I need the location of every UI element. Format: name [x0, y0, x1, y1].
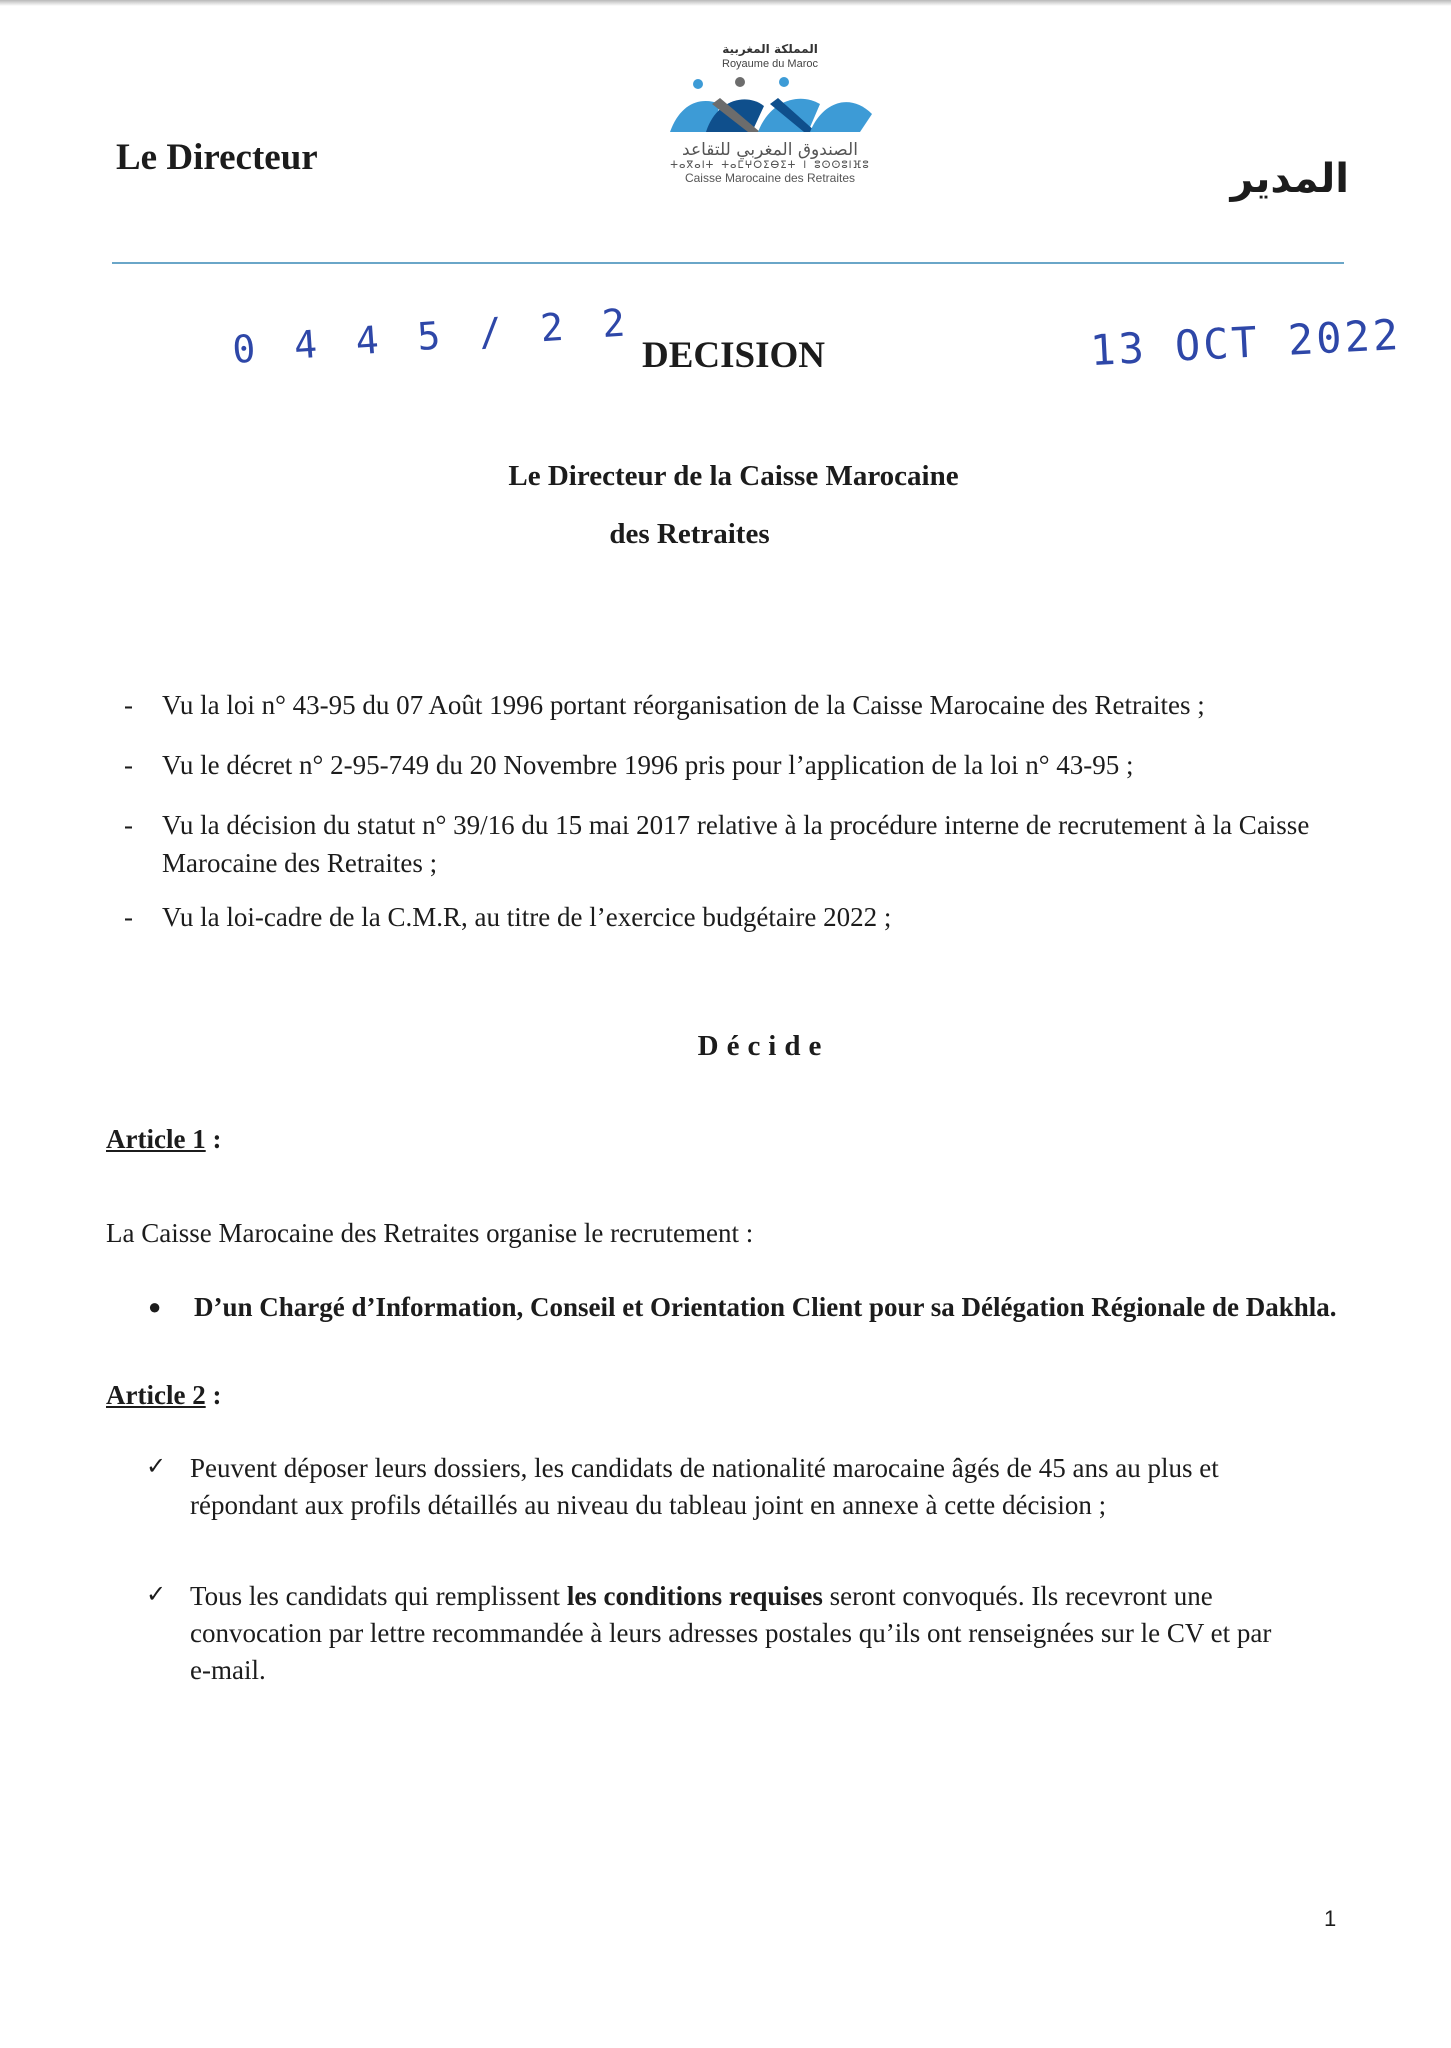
dash-marker: -: [124, 902, 133, 932]
dash-marker: -: [124, 690, 133, 720]
logo-figures-icon: [660, 74, 880, 138]
logo-french-kingdom: Royaume du Maroc: [722, 58, 818, 70]
article-2-item-2-after: seront convoqués. Ils recevront une convocation par lettre recommandée à leurs adresses postales qu’ils ont renseignées sur le CV et par e-mail.: [190, 1581, 1272, 1685]
issuer-line-2: [0, 518, 1451, 551]
article-2-item-2-before: Tous les candidats qui remplissent: [190, 1581, 567, 1611]
article-1-bullet-text: D’un Chargé d’Information, Conseil et Orientation Client pour sa Délégation Régionale de Dakhla.: [194, 1292, 1337, 1322]
article-1-label: Article 1: [106, 1124, 206, 1154]
decide-heading: [0, 1030, 1451, 1063]
consideration-item: [124, 686, 1334, 724]
article-2-heading: [106, 1380, 221, 1411]
article-1-intro: La Caisse Marocaine des Retraites organise le recrutement :: [106, 1218, 754, 1248]
checkmark-icon: ✓: [146, 1580, 167, 1608]
consideration-text: Vu le décret n° 2-95-749 du 20 Novembre 1996 pris pour l’application de la loi n° 43-95 ;: [162, 750, 1134, 780]
article-2-item-2-bold: les conditions requises: [566, 1581, 823, 1611]
consideration-text: Vu la décision du statut n° 39/16 du 15 mai 2017 relative à la procédure interne de recrutement à la Caisse Marocaine des Retraites ;: [162, 810, 1310, 878]
header-right-title: المدير: [1230, 156, 1349, 202]
page-number: 1: [1324, 1906, 1337, 1931]
consideration-item: [124, 746, 1334, 784]
consideration-item: [124, 898, 1334, 936]
article-2-item: [146, 1450, 1296, 1524]
decision-date-stamp: 13 OCT 2022: [1088, 309, 1403, 376]
dash-marker: -: [124, 750, 133, 780]
cmr-logo: [640, 42, 900, 242]
consideration-text: Vu la loi-cadre de la C.M.R, au titre de l’exercice budgétaire 2022 ;: [162, 902, 892, 932]
article-1-colon: :: [205, 1124, 222, 1154]
logo-tifinagh-name: ⵜⴰⴳⴰⵏⵜ ⵜⴰⵎⵖⵔⵉⴱⵉⵜ ⵏ ⵓⵙⵙⵓⵏⴼⵓ: [670, 160, 870, 171]
header-divider: [112, 262, 1344, 264]
decision-number-stamp: 0 4 4 5 / 2 2: [230, 300, 635, 372]
logo-arabic-name: الصندوق المغربي للتقاعد: [682, 140, 858, 160]
article-2-item-1-text: Peuvent déposer leurs dossiers, les candidats de nationalité marocaine âgés de 45 ans au plus et répondant aux profils détaillés au niveau du tableau joint en annexe à cette décision ;: [190, 1453, 1219, 1520]
bullet-marker: ●: [148, 1294, 162, 1319]
article-1-bullet: [148, 1290, 1348, 1324]
decision-title-text: DECISION: [642, 335, 825, 376]
article-2-item: [146, 1578, 1296, 1689]
article-1-heading: [106, 1124, 221, 1155]
header-left-title: Le Directeur: [116, 137, 318, 178]
issuer-line-2-text: des Retraites: [609, 518, 770, 550]
decide-heading-text: Décide: [697, 1030, 830, 1062]
dash-marker: -: [124, 810, 133, 840]
article-2-label: Article 2: [106, 1380, 206, 1410]
logo-french-name: Caisse Marocaine des Retraites: [684, 171, 856, 185]
scan-edge: [0, 0, 1451, 6]
consideration-text: Vu la loi n° 43-95 du 07 Août 1996 portant réorganisation de la Caisse Marocaine des Retraites ;: [162, 690, 1205, 720]
issuer-line-1-text: Le Directeur de la Caisse Marocaine: [508, 460, 959, 492]
issuer-line-1: [0, 460, 1451, 493]
article-2-colon: :: [205, 1380, 222, 1410]
logo-arabic-kingdom: المملكة المغربية: [722, 42, 818, 56]
consideration-item: [124, 806, 1334, 882]
article-2-item-2-text: [190, 1578, 1296, 1689]
checkmark-icon: ✓: [146, 1452, 167, 1480]
